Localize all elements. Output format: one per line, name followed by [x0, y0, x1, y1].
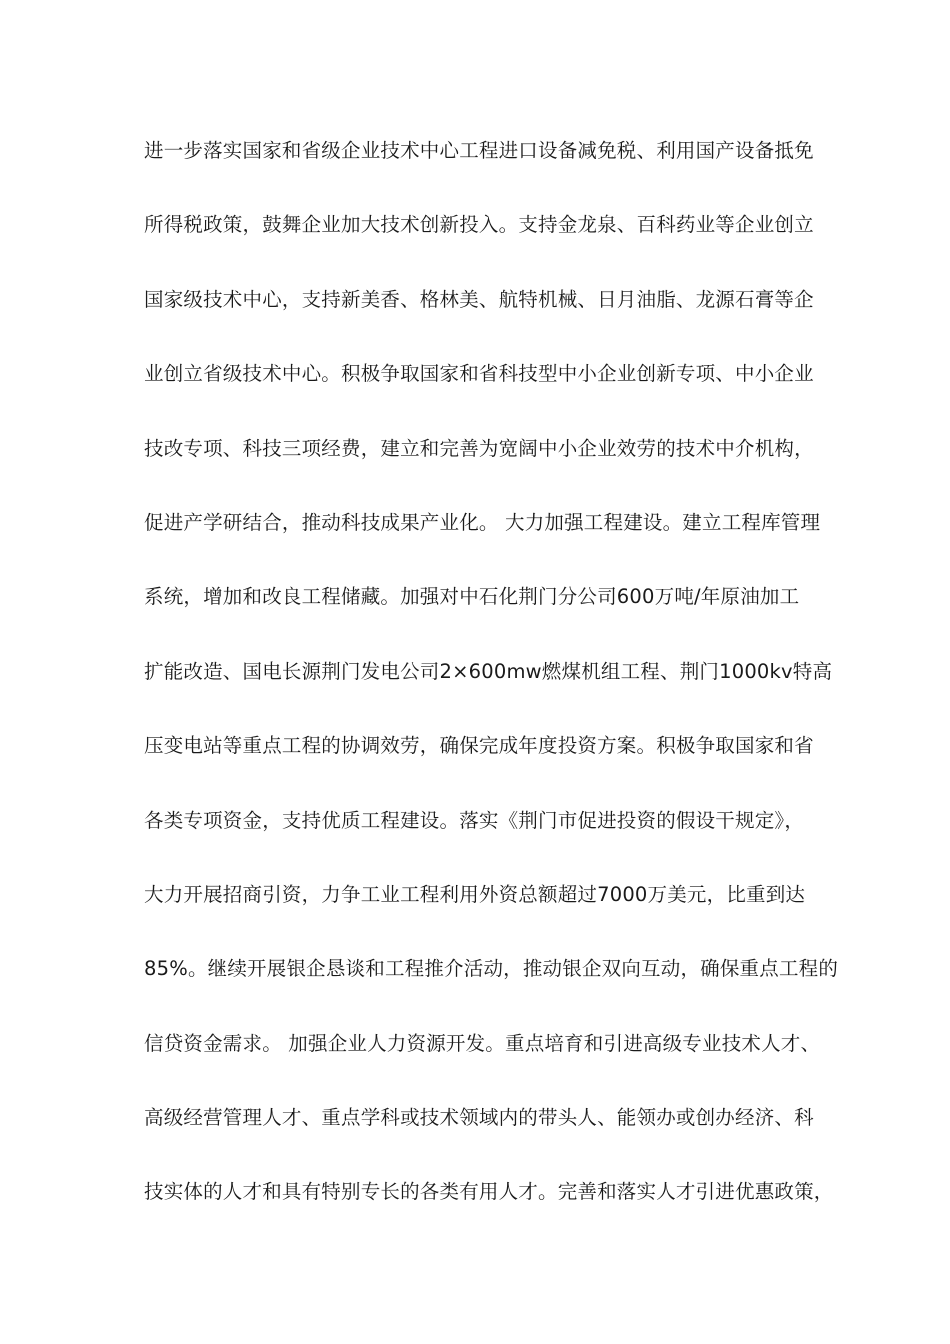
text-line-6: 促进产学研结合，推动科技成果产业化。 大力加强工程建设。建立工程库管理	[144, 510, 821, 534]
text-line-10: 各类专项资金，支持优质工程建设。落实《荆门市促进投资的假设干规定》，	[144, 808, 805, 832]
text-line-8: 扩能改造、国电长源荆门发电公司2×600mw燃煤机组工程、荆门1000kv特高	[144, 659, 833, 683]
text-line-1: 进一步落实国家和省级企业技术中心工程进口设备减免税、利用国产设备抵免	[144, 139, 814, 162]
text-line-9: 压变电站等重点工程的协调效劳，确保完成年度投资方案。积极争取国家和省	[144, 734, 814, 758]
text-line-7: 系统，增加和改良工程储藏。加强对中石化荆门分公司600万吨/年原油加工	[144, 585, 800, 609]
text-line-4: 业创立省级技术中心。积极争取国家和省科技型中小企业创新专项、中小企业	[144, 362, 814, 386]
text-line-3: 国家级技术中心，支持新美香、格林美、航特机械、日月油脂、龙源石膏等企	[144, 287, 814, 311]
body-text	[144, 132, 839, 1248]
text-line-15: 技实体的人才和具有特别专长的各类有用人才。完善和落实人才引进优惠政策，	[144, 1180, 834, 1204]
text-line-13: 信贷资金需求。 加强企业人力资源开发。重点培育和引进高级专业技术人才、	[144, 1031, 821, 1055]
text-line-11: 大力开展招商引资，力争工业工程利用外资总额超过7000万美元，比重到达	[144, 882, 806, 906]
text-line-14: 高级经营管理人才、重点学科或技术领域内的带头人、能领办或创办经济、科	[144, 1106, 814, 1130]
text-line-2: 所得税政策，鼓舞企业加大技术创新投入。支持金龙泉、百科药业等企业创立	[144, 213, 814, 237]
text-line-5: 技改专项、科技三项经费，建立和完善为宽阔中小企业效劳的技术中介机构，	[144, 436, 814, 460]
text-line-12: 85%。继续开展银企恳谈和工程推介活动，推动银企双向互动，确保重点工程的	[144, 957, 839, 981]
